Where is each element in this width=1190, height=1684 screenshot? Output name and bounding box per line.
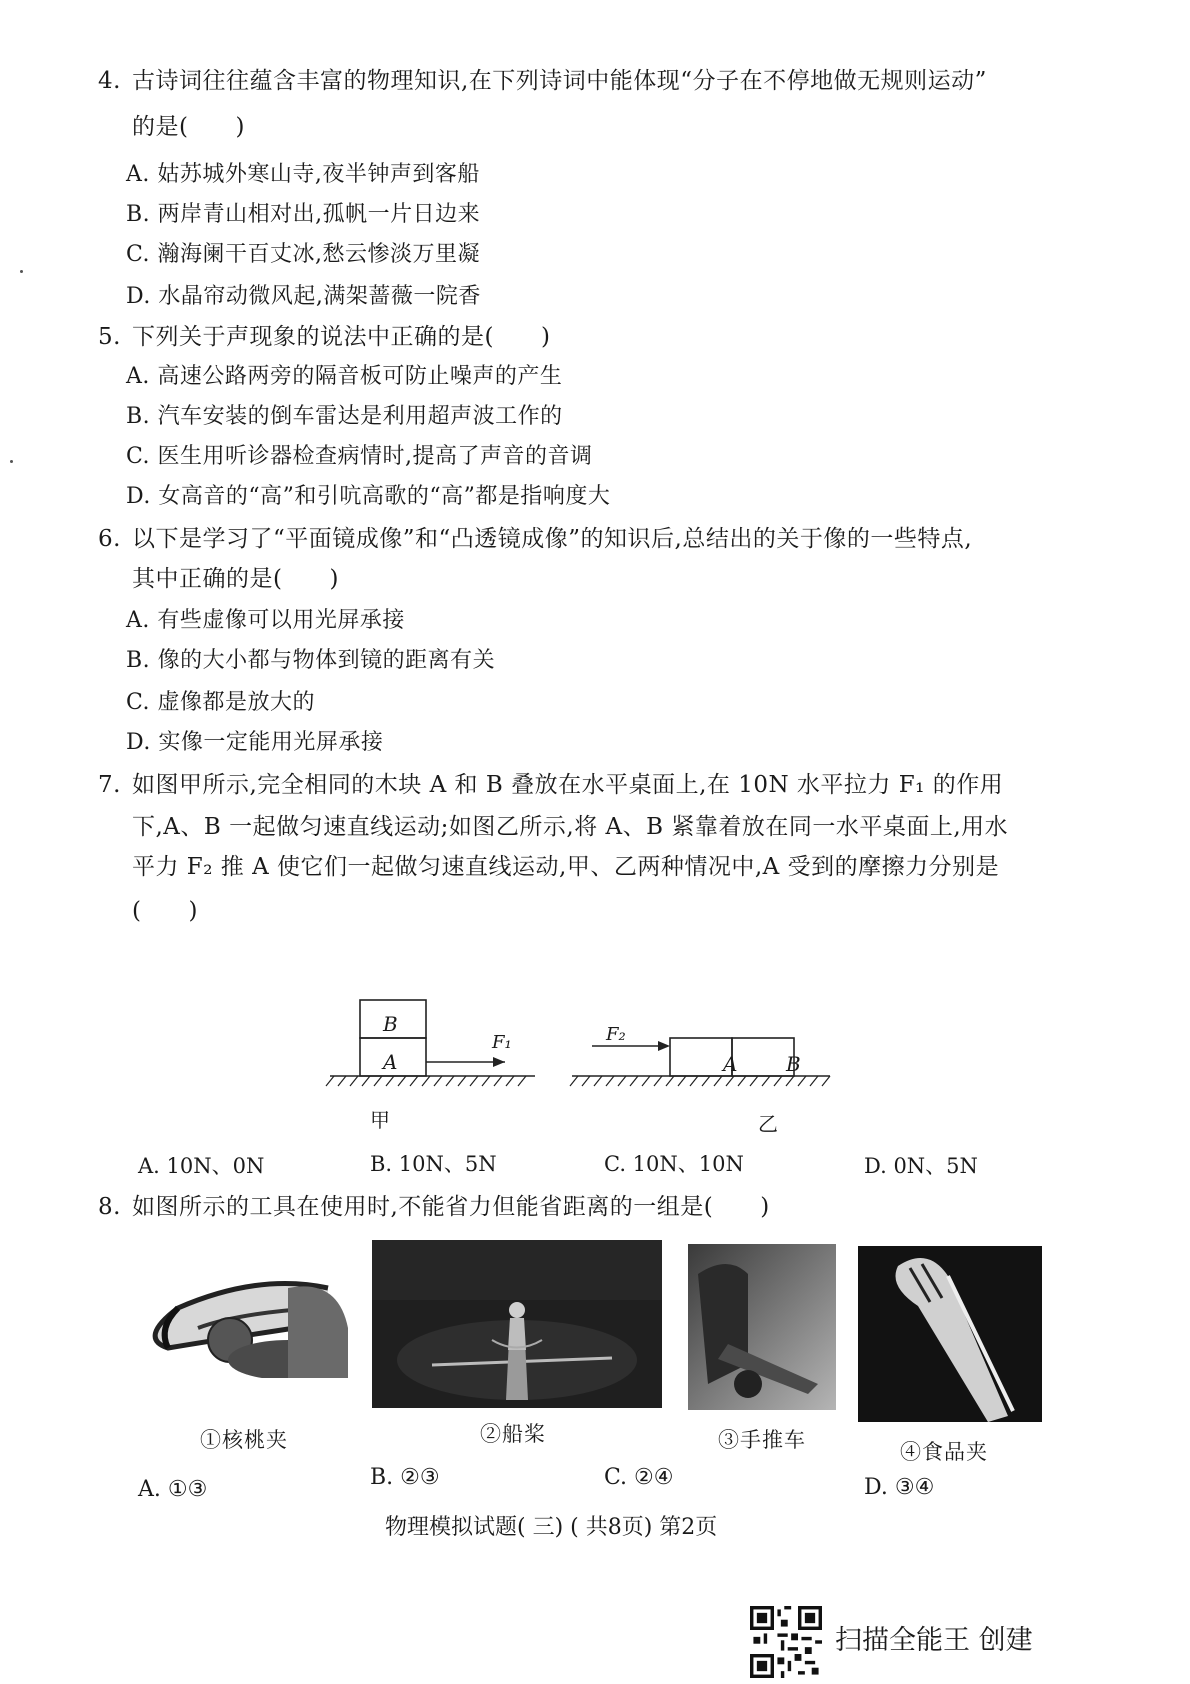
q6-option-d: D. 实像一定能用光屏承接	[126, 730, 384, 755]
question-8: 8. 如图所示的工具在使用时,不能省力但能省距离的一组是( )	[98, 1194, 770, 1220]
question-7: 7. 如图甲所示,完全相同的木块 A 和 B 叠放在水平桌面上,在 10N 水平拉力 F₁ 的作用	[98, 772, 1004, 798]
q5-option-b: B. 汽车安装的倒车雷达是利用超声波工作的	[126, 404, 563, 429]
qr-code-icon	[750, 1606, 822, 1678]
photo-food-tongs	[858, 1246, 1042, 1422]
label-block-b: B	[383, 1012, 398, 1036]
block-b-side	[732, 1038, 794, 1076]
question-4: 4. 古诗词往往蕴含丰富的物理知识,在下列诗词中能体现“分子在不停地做无规则运动”	[98, 68, 987, 94]
label-force-f1: F₁	[492, 1032, 512, 1053]
ground-hatch-jia	[326, 1076, 526, 1086]
caption-wheelbarrow: ③手推车	[718, 1428, 806, 1452]
caption-food-tongs: ④食品夹	[900, 1440, 988, 1464]
q6-option-b: B. 像的大小都与物体到镜的距离有关	[126, 648, 496, 673]
photo-nutcracker	[138, 1268, 348, 1378]
q8-answer-d: D. ③④	[864, 1475, 935, 1500]
scanner-watermark: 扫描全能王 创建	[835, 1625, 1033, 1656]
q4-option-c: C. 瀚海阑干百丈冰,愁云惨淡万里凝	[126, 242, 481, 267]
q7-answer-d: D. 0N、5N	[864, 1154, 978, 1178]
question-4-line2: 的是( )	[132, 114, 245, 140]
question-7-line2: 下,A、B 一起做匀速直线运动;如图乙所示,将 A、B 紧靠着放在同一水平桌面上,用水	[132, 814, 1009, 840]
label-block-a-side: A	[723, 1052, 738, 1076]
q7-answer-a: A. 10N、0N	[138, 1154, 265, 1178]
photo-oar	[372, 1240, 662, 1408]
label-jia: 甲	[370, 1108, 390, 1132]
scan-speck	[20, 270, 23, 273]
question-6-line2: 其中正确的是( )	[132, 566, 339, 592]
photo-wheelbarrow	[688, 1244, 836, 1410]
q6-option-c: C. 虚像都是放大的	[126, 690, 316, 715]
question-7-line3: 平力 F₂ 推 A 使它们一起做匀速直线运动,甲、乙两种情况中,A 受到的摩擦力分别是	[132, 854, 1000, 880]
ground-hatch-yi	[570, 1076, 830, 1086]
page-footer: 物理模拟试题( 三) ( 共8页) 第2页	[385, 1515, 718, 1540]
scan-speck	[10, 460, 13, 463]
caption-oar: ②船桨	[480, 1422, 546, 1446]
q5-option-a: A. 高速公路两旁的隔音板可防止噪声的产生	[126, 364, 563, 389]
label-block-b-side: B	[786, 1052, 801, 1076]
question-7-line4: ( )	[132, 898, 198, 924]
label-yi: 乙	[758, 1112, 778, 1136]
arrowhead-f1	[493, 1057, 505, 1067]
q4-option-a: A. 姑苏城外寒山寺,夜半钟声到客船	[126, 162, 480, 187]
q7-answer-c: C. 10N、10N	[604, 1152, 744, 1176]
question-5: 5. 下列关于声现象的说法中正确的是( )	[98, 324, 551, 350]
label-force-f2: F₂	[606, 1024, 626, 1045]
q7-answer-b: B. 10N、5N	[370, 1152, 497, 1176]
q8-answer-c: C. ②④	[604, 1465, 674, 1490]
q4-option-b: B. 两岸青山相对出,孤帆一片日边来	[126, 202, 481, 227]
q5-option-d: D. 女高音的“高”和引吭高歌的“高”都是指响度大	[126, 484, 611, 509]
caption-nutcracker: ①核桃夹	[200, 1428, 288, 1452]
arrowhead-f2	[658, 1041, 670, 1051]
q4-option-d: D. 水晶帘动微风起,满架蔷薇一院香	[126, 284, 481, 309]
q6-option-a: A. 有些虚像可以用光屏承接	[126, 608, 405, 633]
q8-answer-b: B. ②③	[370, 1465, 440, 1490]
q8-answer-a: A. ①③	[138, 1477, 208, 1502]
q5-option-c: C. 医生用听诊器检查病情时,提高了声音的音调	[126, 444, 593, 469]
label-block-a: A	[383, 1050, 398, 1074]
question-6: 6. 以下是学习了“平面镜成像”和“凸透镜成像”的知识后,总结出的关于像的一些特点,	[98, 526, 973, 552]
